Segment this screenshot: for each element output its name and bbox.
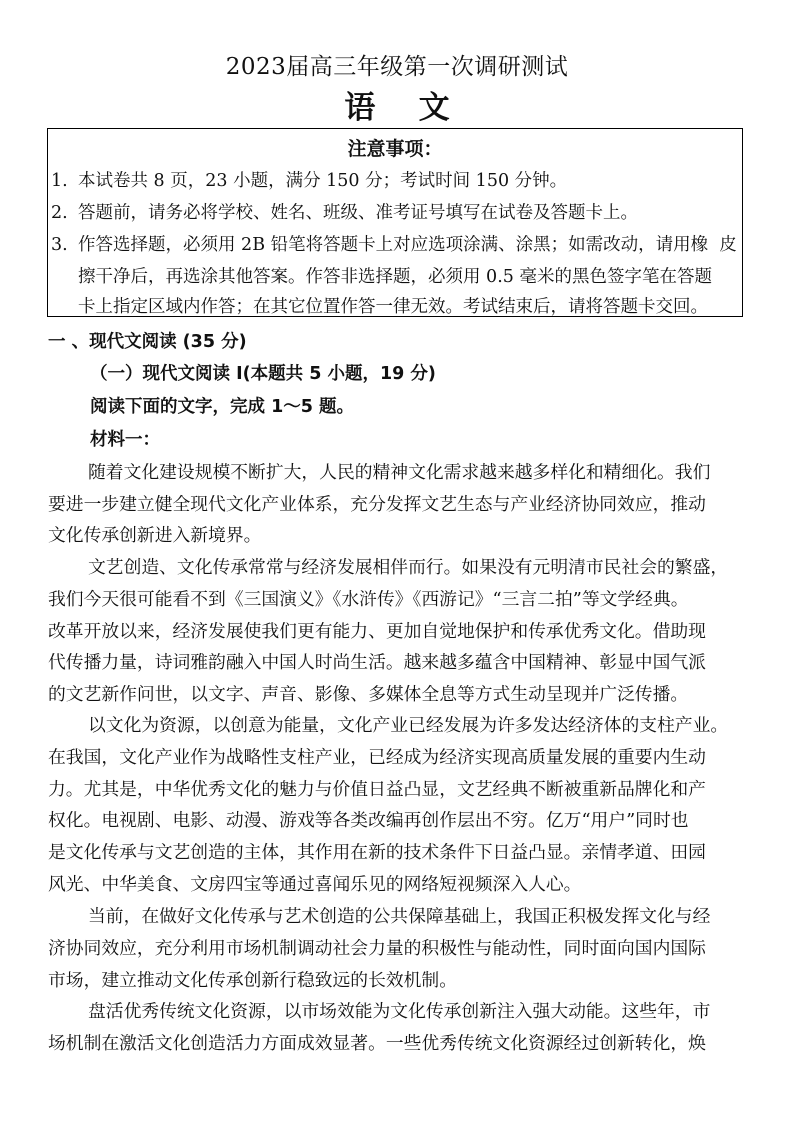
reading-instruction: 阅读下面的文字，完成 1～5 题。 xyxy=(90,397,355,417)
notice-item-number: 2. xyxy=(51,203,68,223)
notice-item-text: 本试卷共 8 页，23 小题，满分 150 分；考试时间 150 分钟。 xyxy=(78,171,568,191)
notice-item-text: 答题前，请务必将学校、姓名、班级、准考证号填写在试卷及答题卡上。 xyxy=(78,203,638,223)
body-line: 以文化为资源，以创意为能量，文化产业已经发展为许多发达经济体的支柱产业。 xyxy=(88,715,729,736)
body-line: 场机制在激活文化创造活力方面成效显著。一些优秀传统文化资源经过创新转化，焕 xyxy=(48,1033,706,1054)
body-line: 济协同效应，充分利用市场机制调动社会力量的积极性与能动性，同时面向国内国际 xyxy=(48,938,706,959)
notice-item-text: 擦干净后，再选涂其他答案。作答非选择题，必须用 0.5 毫米的黑色签字笔在答题 xyxy=(78,267,712,287)
body-line: 市场，建立推动文化传承创新行稳致远的长效机制。 xyxy=(48,970,457,991)
notice-heading: 注意事项： xyxy=(347,138,443,160)
body-line: 我们今天很可能看不到《三国演义》《水浒传》《西游记》“三言二拍”等文学经典。 xyxy=(48,589,689,610)
body-line: 风光、中华美食、文房四宝等通过喜闻乐见的网络短视频深入人心。 xyxy=(48,874,582,895)
body-line: 要进一步建立健全现代文化产业体系，充分发挥文艺生态与产业经济协同效应，推动 xyxy=(48,494,706,515)
body-line: 当前，在做好文化传承与艺术创造的公共保障基础上，我国正积极发挥文化与经 xyxy=(88,906,711,927)
exam-title: 2023届高三年级第一次调研测试 xyxy=(225,54,569,80)
notice-item-text: 卡上指定区域内作答；在其它位置作答一律无效。考试结束后，请将答题卡交回。 xyxy=(78,297,708,317)
subsection-heading: （一）现代文阅读 I(本题共 5 小题，19 分) xyxy=(90,364,436,384)
body-line: 盘活优秀传统文化资源，以市场效能为文化传承创新注入强大动能。这些年，市 xyxy=(88,1001,711,1022)
body-line: 代传播力量，诗词雅韵融入中国人时尚生活。越来越多蕴含中国精神、彰显中国气派 xyxy=(48,652,706,673)
body-line: 改革开放以来，经济发展使我们更有能力、更加自觉地保护和传承优秀文化。借助现 xyxy=(48,621,706,642)
material-label: 材料一： xyxy=(90,430,160,450)
notice-item-number: 1. xyxy=(51,171,68,191)
body-line: 的文艺新作问世，以文字、声音、影像、多媒体全息等方式生动呈现并广泛传播。 xyxy=(48,684,689,705)
body-line: 力。尤其是，中华优秀文化的魅力与价值日益凸显，文艺经典不断被重新品牌化和产 xyxy=(48,779,706,800)
notice-item-number: 3. xyxy=(51,235,68,255)
body-line: 权化。电视剧、电影、动漫、游戏等各类改编再创作层出不穷。亿万“用户”同时也 xyxy=(48,810,689,831)
subject-title: 语 文 xyxy=(344,90,450,126)
body-line: 文化传承创新进入新境界。 xyxy=(48,525,262,546)
notice-item-text: 作答选择题，必须用 2B 铅笔将答题卡上对应选项涂满、涂黑；如需改动，请用橡 皮 xyxy=(78,235,737,255)
body-line: 是文化传承与文艺创造的主体，其作用在新的技术条件下日益凸显。亲情孝道、田园 xyxy=(48,842,706,863)
notice-box xyxy=(47,128,743,317)
body-line: 在我国，文化产业作为战略性支柱产业，已经成为经济实现高质量发展的重要内生动 xyxy=(48,747,706,768)
body-line: 文艺创造、文化传承常常与经济发展相伴而行。如果没有元明清市民社会的繁盛， xyxy=(88,557,729,578)
body-line: 随着文化建设规模不断扩大，人民的精神文化需求越来越多样化和精细化。我们 xyxy=(88,462,711,483)
section-heading: 一 、现代文阅读 (35 分) xyxy=(48,332,247,352)
